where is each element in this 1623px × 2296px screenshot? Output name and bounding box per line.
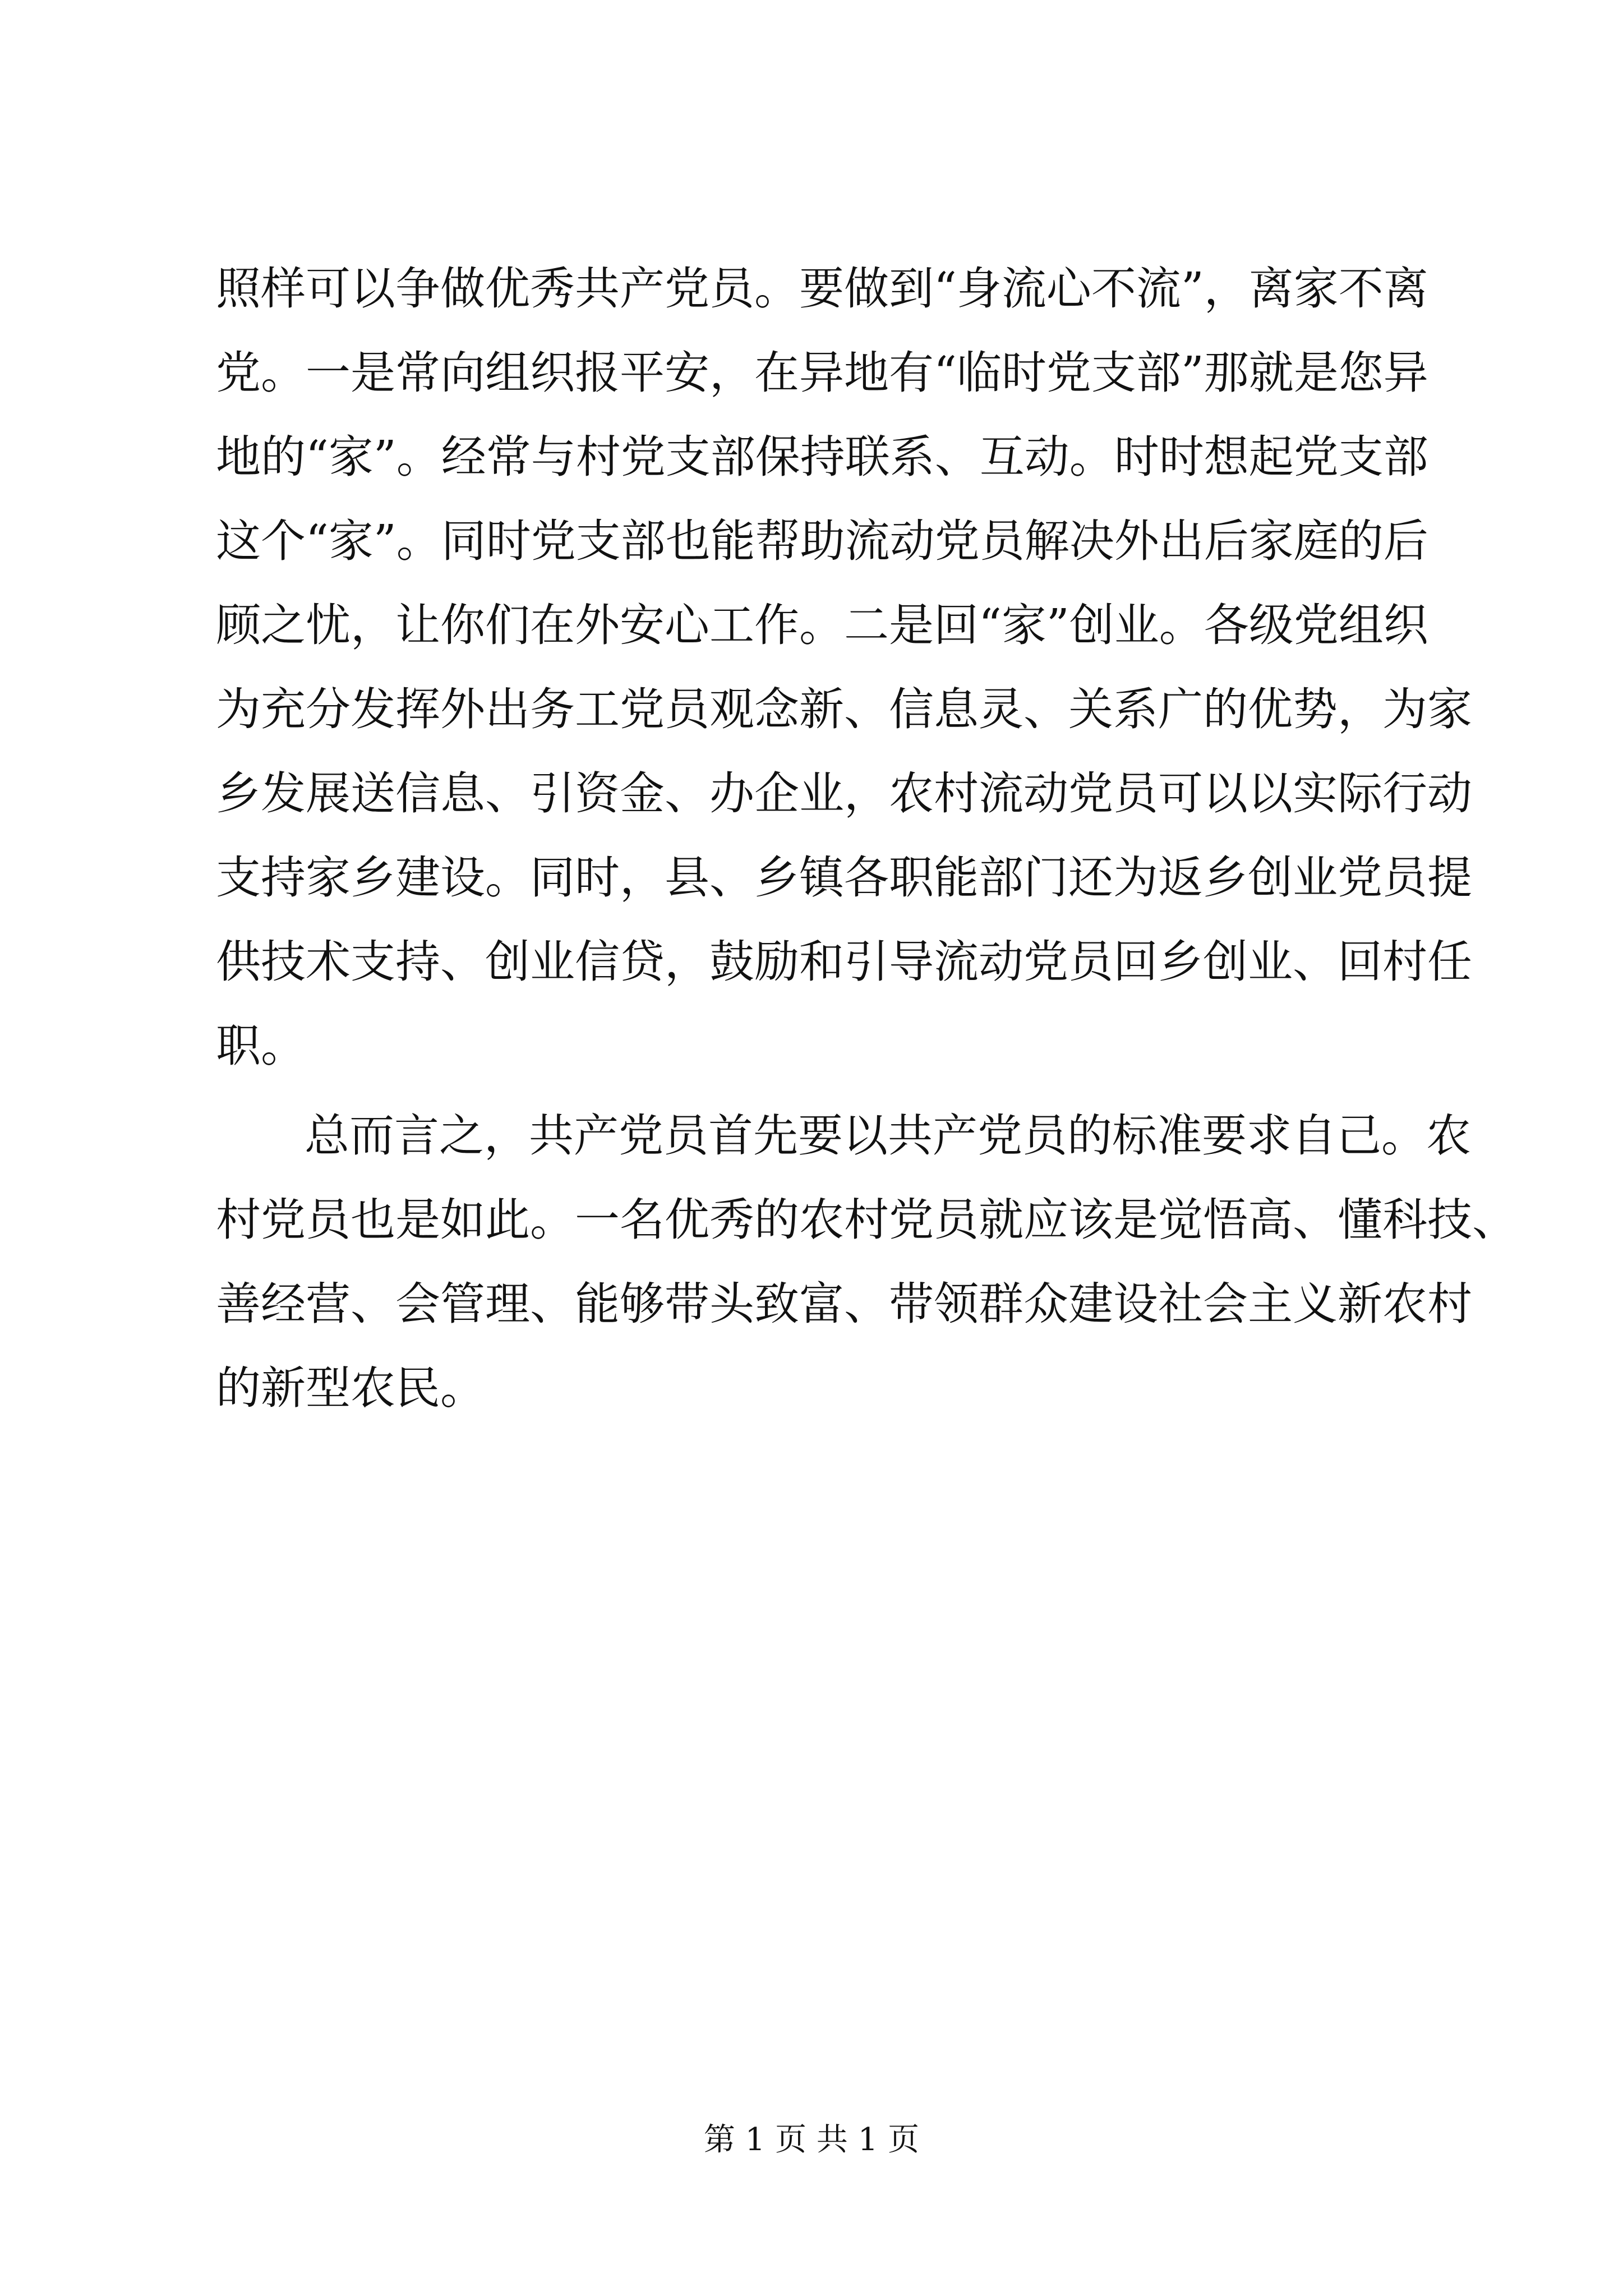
paragraph-line: 支持家乡建设。同时，县、乡镇各职能部门还为返乡创业党员提 [216, 852, 1472, 904]
paragraph-line: 照样可以争做优秀共产党员。要做到“身流心不流”，离家不离 [216, 263, 1428, 315]
paragraph-line: 顾之忧，让你们在外安心工作。二是回“家”创业。各级党组织 [216, 599, 1428, 651]
paragraph-line: 职。 [216, 1020, 306, 1072]
paragraph-2 [216, 1094, 1517, 1430]
paragraph-line: 为充分发挥外出务工党员观念新、信息灵、关系广的优势，为家 [216, 683, 1472, 735]
page-footer: 第 1 页 共 1 页 [703, 2122, 920, 2158]
paragraph-line: 供技术支持、创业信贷，鼓励和引导流动党员回乡创业、回村任 [216, 936, 1472, 988]
paragraph-1 [216, 247, 1472, 1088]
paragraph-line: 地的“家”。经常与村党支部保持联系、互动。时时想起党支部 [216, 431, 1428, 483]
document-body [216, 247, 1517, 1430]
paragraph-line: 总而言之，共产党员首先要以共产党员的标准要求自己。农 [305, 1110, 1471, 1162]
paragraph-line: 这个“家”。同时党支部也能帮助流动党员解决外出后家庭的后 [216, 515, 1428, 567]
paragraph-spacer [216, 1088, 1422, 1094]
paragraph-line: 乡发展送信息、引资金、办企业，农村流动党员可以以实际行动 [216, 767, 1472, 820]
paragraph-line: 村党员也是如此。一名优秀的农村党员就应该是觉悟高、懂科技、 [216, 1194, 1517, 1246]
paragraph-line: 善经营、会管理、能够带头致富、带领群众建设社会主义新农村 [216, 1278, 1472, 1330]
paragraph-line: 党。一是常向组织报平安，在异地有“临时党支部”那就是您异 [216, 347, 1428, 399]
paragraph-line: 的新型农民。 [216, 1362, 485, 1414]
